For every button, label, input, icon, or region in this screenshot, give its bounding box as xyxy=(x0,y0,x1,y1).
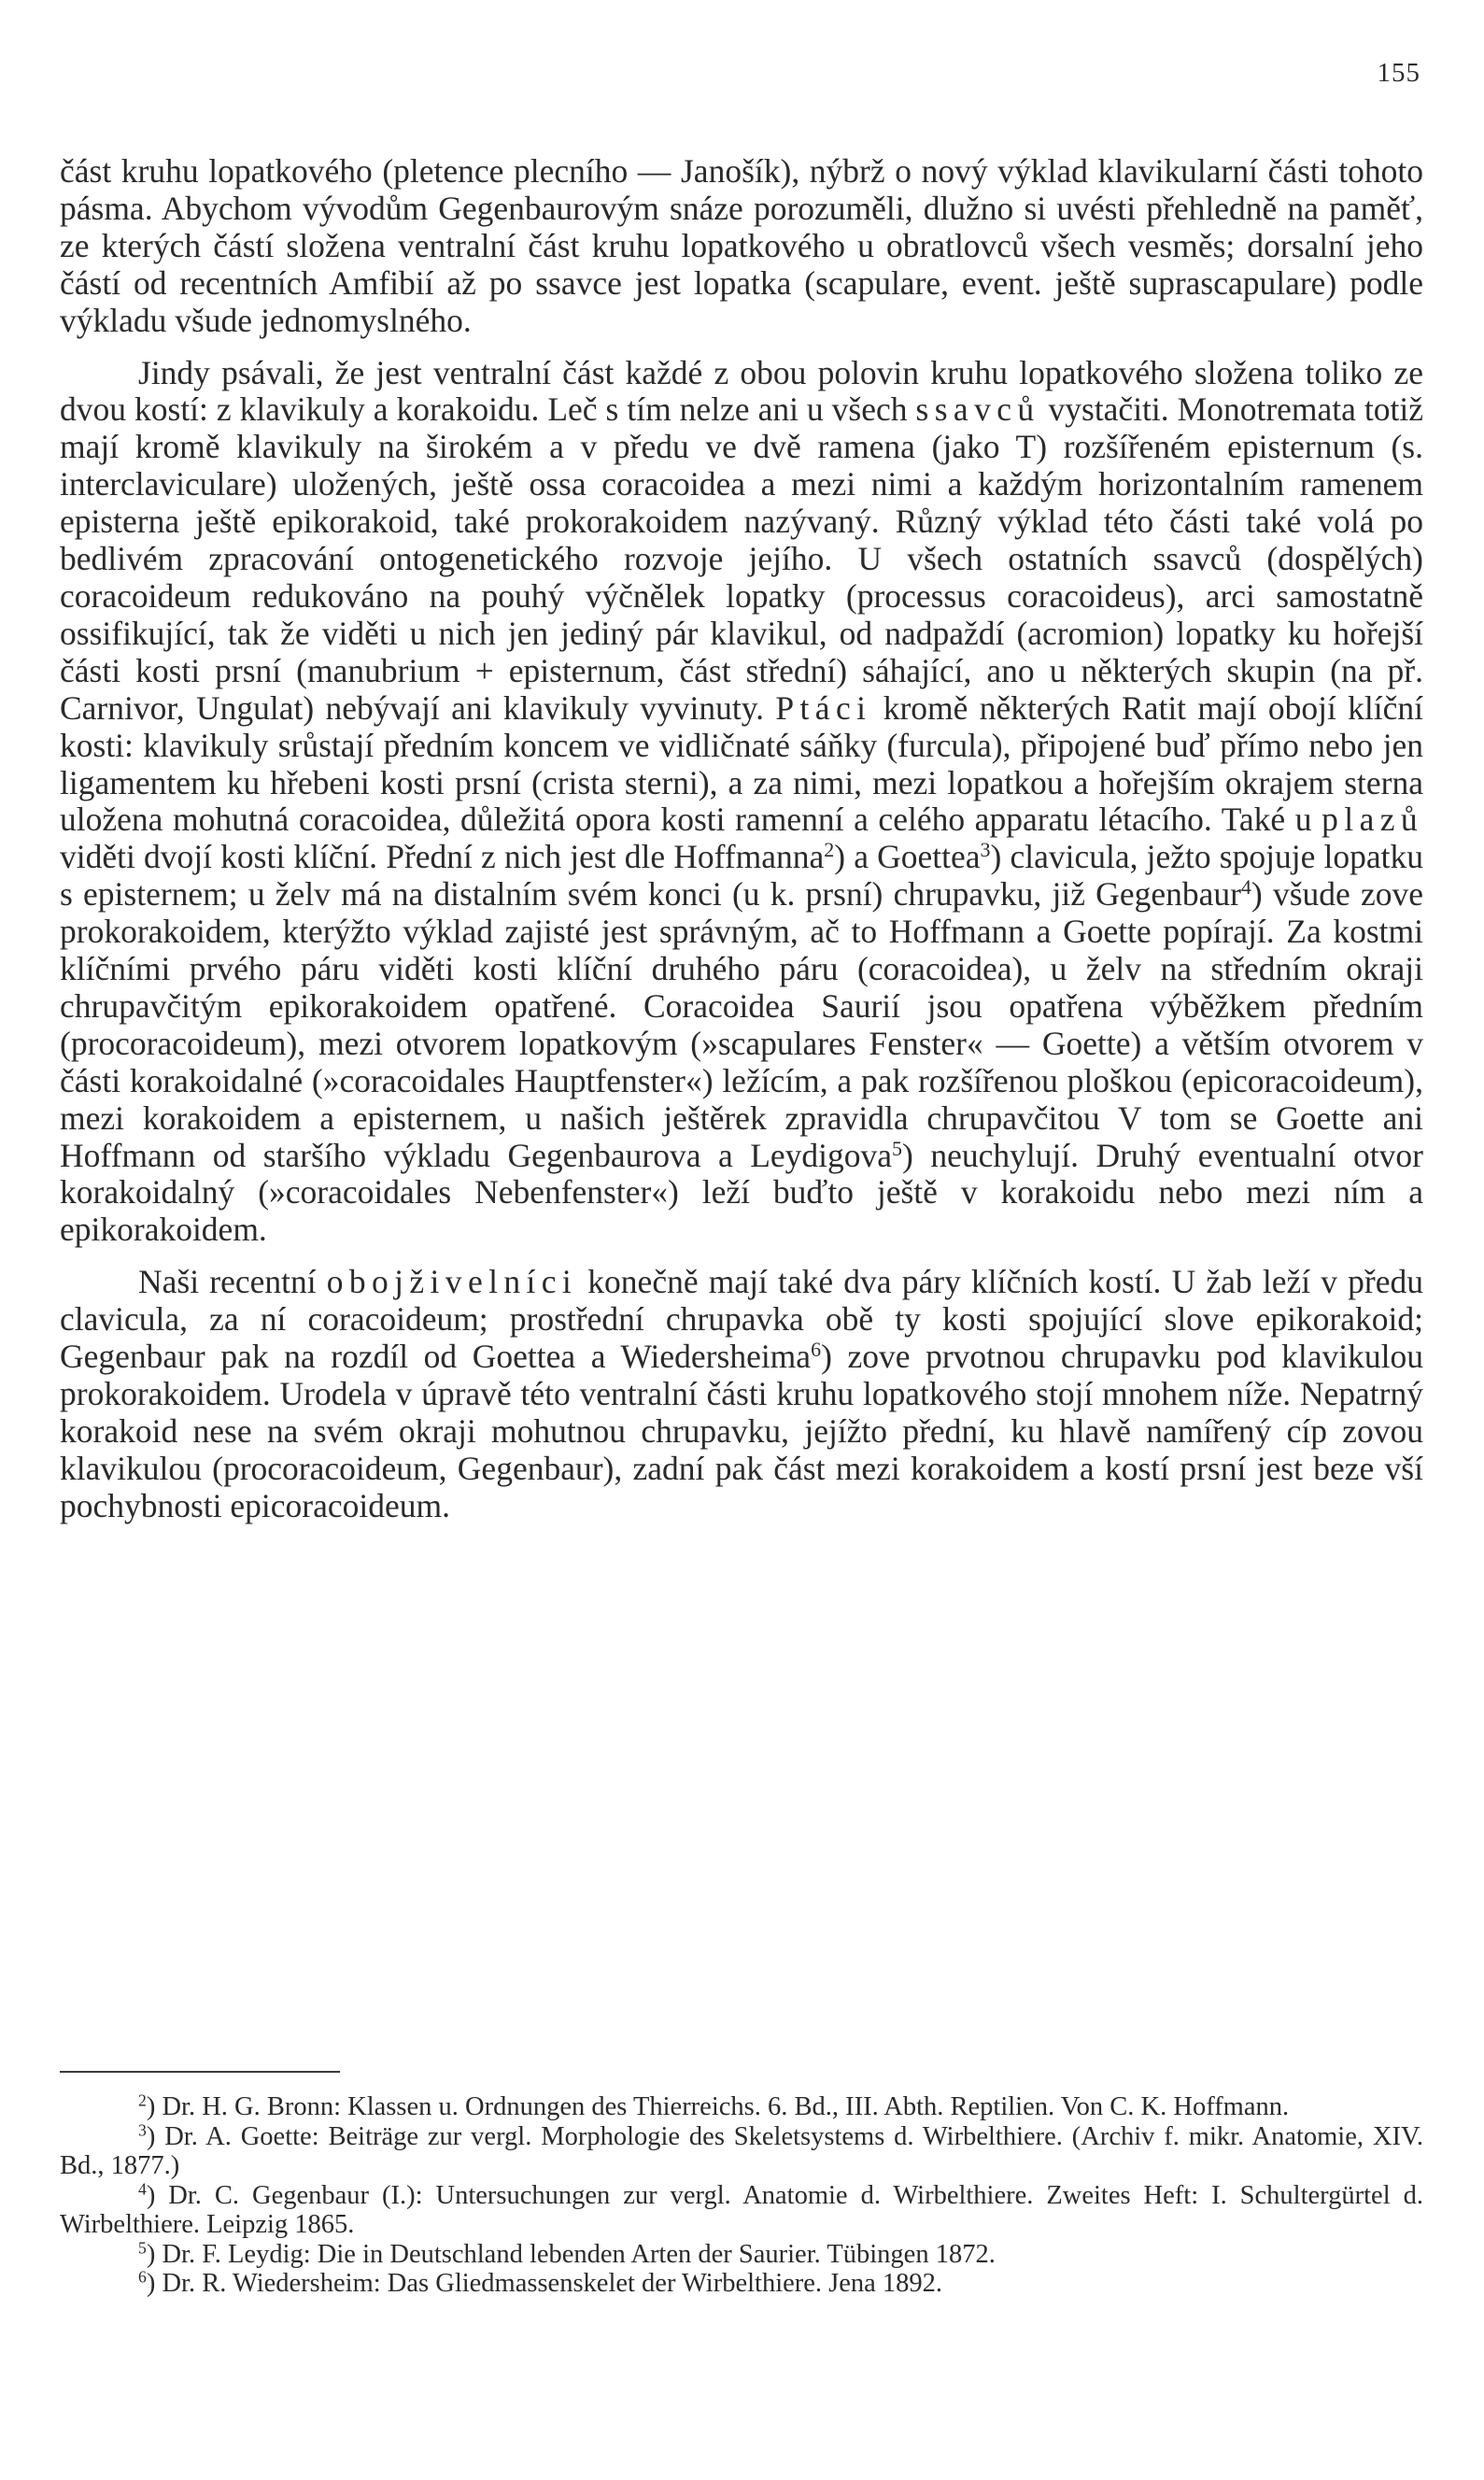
footnote-divider xyxy=(60,2071,340,2073)
paragraph: část kruhu lopatkového (pletence plecního — Janošík), nýbrž o nový výklad klavikularní části tohoto pásma. Abychom vývodům Gegenbaurovým snáze porozuměli, dlužno si uvésti přehledně na paměť, ze kterých částí složena ventralní část kruhu lopatkového u obratlovců všech vesměs; dorsalní jeho částí od recentních Amfibií až po ssavce jest lopatka (scapulare, event. ještě suprascapulare) podle výkladu všude jednomyslného. xyxy=(60,152,1423,339)
paragraph xyxy=(60,355,1423,1250)
footnote: $^6$) Dr. R. Wiedersheim: Das Gliedmassenskelet der Wirbelthiere. Jena 1892. xyxy=(138,2267,943,2298)
text-run: ) a Goettea xyxy=(834,838,981,876)
footnote: $^4$) Dr. C. Gegenbaur (I.): Untersuchungen zur vergl. Anatomie d. Wirbelthiere. Zweites Heft: I. Schultergürtel d. Wirbelthiere. Leipzig 1865. xyxy=(60,2178,1423,2239)
footnote-number: 6 xyxy=(138,2267,147,2287)
footnotes xyxy=(60,2092,1423,2299)
footnote-ref: 6 xyxy=(811,1338,822,1361)
footnote: $^3$) Dr. A. Goette: Beiträge zur vergl. Morphologie des Skeletsystems d. Wirbelthiere. (Archiv f. mikr. Anatomie, XIV. Bd., 1877.) xyxy=(60,2119,1423,2180)
footnote: $^2$) Dr. H. G. Bronn: Klassen u. Ordnungen des Thierreichs. 6. Bd., III. Abth. Reptilien. Von C. K. Hoffmann. xyxy=(138,2090,1290,2121)
text-run: viděti dvojí kosti klíční. Přední z nich jest dle Hoffmanna xyxy=(60,838,825,876)
footnote-ref: 5 xyxy=(892,1136,903,1160)
text-run: ) všude zove prokorakoidem, kterýžto výklad zajisté jest správným, ač to Hoffmann a Goette popírají. Za kostmi klíčními prvého páru viděti kosti klíční druhého páru (coracoidea), u želv na středním okraji chrupavčitým epikorakoidem opatřené. Coracoidea Saurií jsou opatřena výběžkem předním (procoracoideum), mezi otvorem lopatkovým (»scapulares Fenster« — Goette) a větším otvorem v části korakoidalné (»coracoidales Hauptfenster«) ležícím, a pak rozšířenou ploškou (epicoracoideum), mezi korakoidem a episternem, u našich ještěrek zpravidla chrupavčitou V tom se Goette ani Hoffmann od staršího výkladu Gegenbaurova a Leydigova xyxy=(60,875,1423,1174)
text-run: ) zove prvotnou chrupavku pod klavikulou prokorakoidem. Urodela v úpravě této ventralní části kruhu lopatkového stojí mnohem níže. Nepatrný korakoid nese na svém okraji mohutnou chrupavku, jejížto přední, ku hlavě namířený cíp zovou klavikulou (procoracoideum, Gegenbaur), zadní pak část mezi korakoidem a kostí prsní jest beze vší pochybnosti epicoracoideum. xyxy=(60,1338,1423,1524)
footnote-ref: 2 xyxy=(824,838,835,862)
footnote-text: Dr. F. Leydig: Die in Deutschland lebenden Arten der Saurier. Tübingen 1872. xyxy=(162,2239,996,2269)
main-text xyxy=(60,153,1423,1540)
text-run: konečně mají také dva páry klíčních kostí. U žab leží v předu clavicula, za ní coracoideum; prostřední chrupavka obě ty kosti spojující slove epikorakoid; Gegenbaur pak na rozdíl od Goettea a Wiedersheima xyxy=(60,1263,1423,1376)
footnote-text: Dr. H. G. Bronn: Klassen u. Ordnungen des Thierreichs. 6. Bd., III. Abth. Reptilien. Von C. K. Hoffmann. xyxy=(162,2092,1290,2121)
footnote-text: Dr. A. Goette: Beiträge zur vergl. Morphologie des Skeletsystems d. Wirbelthiere. (Archiv f. mikr. Anatomie, XIV. Bd., 1877.) xyxy=(60,2121,1423,2180)
emphasized-term: obojživelníci xyxy=(326,1263,578,1301)
text-run: Naši recentní xyxy=(138,1263,327,1301)
footnote-text: Dr. R. Wiedersheim: Das Gliedmassenskelet der Wirbelthiere. Jena 1892. xyxy=(162,2269,943,2298)
emphasized-term: ssavců xyxy=(915,390,1040,429)
footnote-number: 4 xyxy=(138,2178,147,2198)
footnote-number: 5 xyxy=(138,2237,147,2257)
footnote-number: 2 xyxy=(138,2090,147,2110)
text-run: ) neuchylují. Druhý eventualní otvor korakoidalný (»coracoidales Nebenfenster«) leží buďto ještě v korakoidu nebo mezi ním a epikorakoidem. xyxy=(60,1136,1423,1249)
footnote-number: 3 xyxy=(138,2119,147,2139)
text-run: kromě některých Ratit mají obojí klíční kosti: klavikuly srůstají předním koncem ve vidličnaté sáňky (furcula), připojené buď přímo nebo jen ligamentem ku hřebeni kosti prsní (crista sterni), a za nimi, mezi lopatkou a hořejším okrajem sterna uložena mohutná coracoidea, důležitá opora kosti ramenní a celého apparatu létacího. Také u xyxy=(60,688,1423,839)
text-run: Jindy psávali, že jest ventralní část každé z obou polovin kruhu lopatkového složena toliko ze dvou kostí: z klavikuly a korakoidu. Leč s tím nelze ani u všech xyxy=(60,353,1423,429)
text-run: vystačiti. Monotremata totiž mají kromě klavikuly na širokém a v předu ve dvě ramena (jako T) rozšířeném episternum (s. interclaviculare) uložených, ještě ossa coracoidea a mezi nimi a každým horizontalním ramenem episterna ještě epikorakoid, také prokorakoidem nazývaný. Různý výklad této části také volá po bedlivém zpracování ontogenetického rozvoje jejího. U všech ostatních ssavců (dospělých) coracoideum redukováno na pouhý výčnělek lopatky (processus coracoideus), arci samostatně ossifikující, tak že viděti u nich jen jediný pár klavikul, od nadpaždí (acromion) lopatky ku hořejší části kosti prsní (manubrium + episternum, část střední) sáhající, ano u některých skupin (na př. Carnivor, Ungulat) nebývají ani klavikuly vyvinuty. xyxy=(60,390,1423,727)
text-run: ) clavicula, ježto spojuje lopatku s episternem; u želv má na distalním svém konci (u k. prsní) chrupavku, již Gegenbaur xyxy=(60,838,1423,914)
page-number: 155 xyxy=(1377,58,1420,88)
paragraph xyxy=(60,1264,1423,1524)
footnote-text: Dr. C. Gegenbaur (I.): Untersuchungen zur vergl. Anatomie d. Wirbelthiere. Zweites Heft: I. Schultergürtel d. Wirbelthiere. Leipzig 1865. xyxy=(60,2180,1423,2239)
footnote-ref: 4 xyxy=(1240,875,1251,900)
footnote-ref: 3 xyxy=(980,838,991,862)
emphasized-term: Ptáci xyxy=(775,688,872,727)
footnote: $^5$) Dr. F. Leydig: Die in Deutschland lebenden Arten der Saurier. Tübingen 1872. xyxy=(138,2237,996,2269)
emphasized-term: plazů xyxy=(1321,801,1423,839)
